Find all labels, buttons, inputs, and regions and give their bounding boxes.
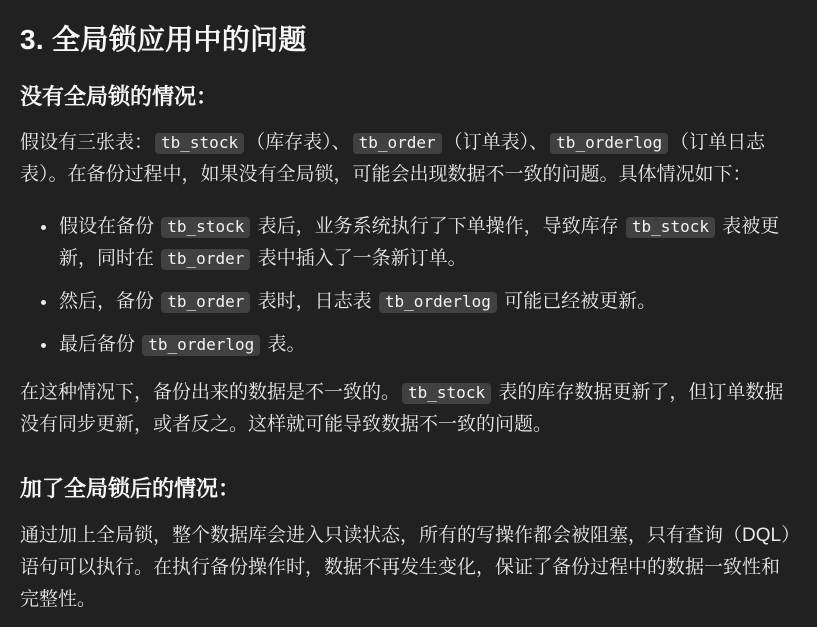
inline-code: tb_stock — [626, 217, 715, 238]
list-item: • 然后，备份 tb_order 表时，日志表 tb_orderlog 可能已经被更新。 — [57, 286, 795, 318]
list-item: • 假设在备份 tb_stock 表后，业务系统执行了下单操作，导致库存 tb_stock 表被更新，同时在 tb_order 表中插入了一条新订单。 — [57, 211, 795, 275]
inline-code: tb_stock — [155, 133, 244, 154]
intro-paragraph: 假设有三张表： tb_stock （库存表）、 tb_order （订单表）、 tb_orderlog （订单日志表）。在备份过程中，如果没有全局锁，可能会出现数据不一致的问题。具体情况如下： — [20, 132, 766, 185]
subheading-no-global-lock: 没有全局锁的情况： — [20, 84, 219, 109]
backup-scenario-list — [20, 211, 795, 361]
inline-code: tb_orderlog — [142, 335, 260, 356]
global-lock-paragraph: 通过加上全局锁，整个数据库会进入只读状态，所有的写操作都会被阻塞，只有查询（DQL）语句可以执行。在执行备份操作时，数据不再发生变化，保证了备份过程中的数据一致性和完整性。 — [20, 525, 791, 610]
inline-code: tb_orderlog — [550, 133, 668, 154]
inline-code: tb_order — [353, 133, 442, 154]
inline-code: tb_orderlog — [379, 292, 497, 313]
page-title: 3. 全局锁应用中的问题 — [20, 24, 307, 55]
conclusion-paragraph: 在这种情况下，备份出来的数据是不一致的。 tb_stock 表的库存数据更新了，但订单数据没有同步更新，或者反之。这样就可能导致数据不一致的问题。 — [20, 382, 784, 435]
subheading-with-global-lock: 加了全局锁后的情况： — [20, 476, 241, 501]
inline-code: tb_stock — [402, 383, 491, 404]
list-item: • 最后备份 tb_orderlog 表。 — [57, 329, 795, 361]
inline-code: tb_order — [161, 292, 250, 313]
inline-code: tb_order — [161, 249, 250, 270]
inline-code: tb_stock — [161, 217, 250, 238]
